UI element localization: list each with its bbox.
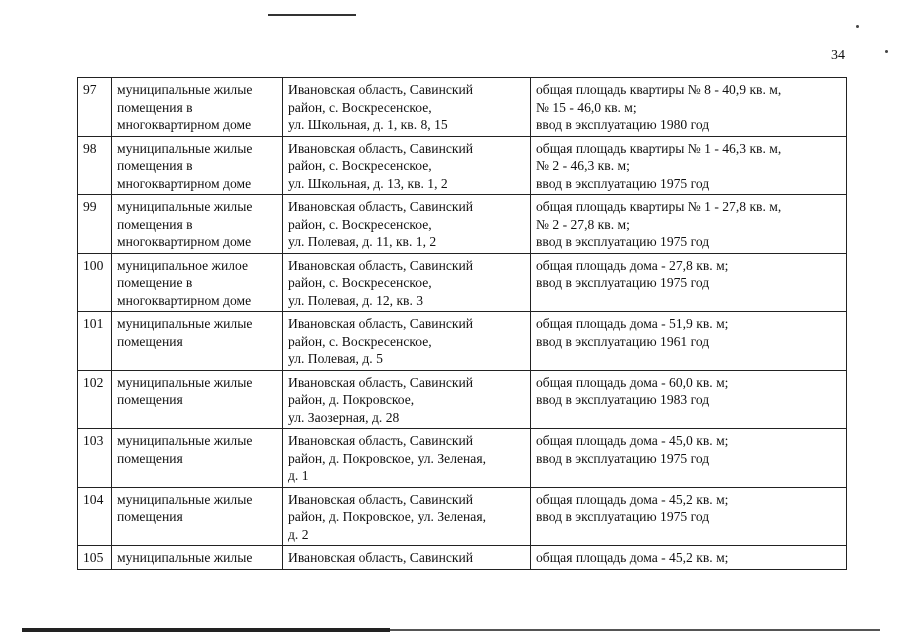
bottom-scan-edge	[390, 629, 880, 631]
cell-line: ввод в эксплуатацию 1980 год	[536, 117, 710, 132]
cell-line: ввод в эксплуатацию 1975 год	[536, 234, 710, 249]
address-cell	[283, 546, 531, 570]
cell-line: район, д. Покровское, ул. Зеленая,	[288, 509, 486, 524]
cell-line: ввод в эксплуатацию 1975 год	[536, 275, 710, 290]
cell-line: общая площадь квартиры № 8 - 40,9 кв. м,	[536, 82, 782, 97]
description-cell	[531, 370, 847, 429]
property-type-cell	[112, 312, 283, 371]
cell-line: № 2 - 27,8 кв. м;	[536, 216, 630, 232]
cell-line: помещения	[117, 392, 183, 407]
cell-line: Ивановская область, Савинский	[288, 316, 474, 331]
description-cell	[531, 546, 847, 570]
cell-line: ул. Полевая, д. 5	[288, 351, 383, 366]
page-number: 34	[831, 48, 845, 63]
cell-line: многоквартирном доме	[117, 234, 252, 249]
cell-line: Ивановская область, Савинский	[288, 257, 474, 273]
cell-line: помещения в	[117, 99, 193, 115]
description-cell	[531, 487, 847, 546]
cell-line: общая площадь дома - 60,0 кв. м;	[536, 374, 729, 390]
cell-line: ул. Полевая, д. 11, кв. 1, 2	[288, 234, 437, 249]
cell-line: Ивановская область, Савинский	[288, 550, 474, 565]
cell-line: ввод в эксплуатацию 1961 год	[536, 333, 710, 349]
cell-line: Ивановская область, Савинский	[288, 199, 474, 214]
property-type-cell	[112, 253, 283, 312]
cell-line: муниципальные жилые	[117, 140, 253, 156]
cell-line: д. 1	[288, 468, 309, 483]
cell-line: общая площадь квартиры № 1 - 46,3 кв. м,	[536, 140, 782, 156]
cell-line: ул. Школьная, д. 1, кв. 8, 15	[288, 117, 448, 132]
address-cell	[283, 78, 531, 137]
cell-line: Ивановская область, Савинский	[288, 374, 474, 390]
property-type-cell	[112, 136, 283, 195]
cell-line: район, с. Воскресенское,	[288, 99, 432, 115]
cell-line: общая площадь дома - 45,0 кв. м;	[536, 433, 729, 448]
cell-line: многоквартирном доме	[117, 292, 252, 308]
table-row	[78, 546, 847, 570]
cell-line: район, с. Воскресенское,	[288, 158, 432, 173]
cell-line: Ивановская область, Савинский	[288, 140, 474, 156]
cell-line: муниципальные жилые	[117, 82, 253, 97]
row-number: 98	[78, 136, 112, 195]
description-cell	[531, 136, 847, 195]
property-type-cell	[112, 546, 283, 570]
cell-line: район, д. Покровское,	[288, 392, 415, 407]
cell-line: район, с. Воскресенское,	[288, 216, 432, 232]
cell-line: № 15 - 46,0 кв. м;	[536, 99, 637, 115]
cell-line: общая площадь квартиры № 1 - 27,8 кв. м,	[536, 199, 782, 214]
table-row	[78, 429, 847, 488]
cell-line: ул. Полевая, д. 12, кв. 3	[288, 292, 424, 308]
row-number: 105	[78, 546, 112, 570]
address-cell	[283, 370, 531, 429]
cell-line: ввод в эксплуатацию 1983 год	[536, 392, 710, 407]
description-cell	[531, 253, 847, 312]
table-row	[78, 253, 847, 312]
cell-line: муниципальные жилые	[117, 316, 253, 331]
description-cell	[531, 429, 847, 488]
property-type-cell	[112, 370, 283, 429]
cell-line: помещения	[117, 509, 183, 524]
cell-line: помещения	[117, 333, 183, 349]
address-cell	[283, 136, 531, 195]
address-cell	[283, 487, 531, 546]
address-cell	[283, 312, 531, 371]
cell-line: муниципальные жилые	[117, 374, 253, 390]
cell-line: общая площадь дома - 45,2 кв. м;	[536, 550, 729, 565]
address-cell	[283, 253, 531, 312]
cell-line: общая площадь дома - 51,9 кв. м;	[536, 316, 729, 331]
address-cell	[283, 429, 531, 488]
description-cell	[531, 78, 847, 137]
cell-line: муниципальное жилое	[117, 257, 249, 273]
cell-line: многоквартирном доме	[117, 117, 252, 132]
cell-line: Ивановская область, Савинский	[288, 82, 474, 97]
table-row	[78, 195, 847, 254]
cell-line: ввод в эксплуатацию 1975 год	[536, 509, 710, 524]
table-row	[78, 136, 847, 195]
table-row	[78, 312, 847, 371]
cell-line: ввод в эксплуатацию 1975 год	[536, 450, 710, 466]
cell-line: муниципальные жилые	[117, 433, 253, 448]
cell-line: помещения в	[117, 158, 193, 173]
row-number: 103	[78, 429, 112, 488]
cell-line: помещение в	[117, 275, 193, 290]
table-row	[78, 487, 847, 546]
description-cell	[531, 195, 847, 254]
property-type-cell	[112, 487, 283, 546]
cell-line: муниципальные жилые	[117, 199, 253, 214]
row-number: 97	[78, 78, 112, 137]
cell-line: район, с. Воскресенское,	[288, 333, 432, 349]
cell-line: район, с. Воскресенское,	[288, 275, 432, 290]
table-row	[78, 370, 847, 429]
cell-line: муниципальные жилые	[117, 550, 253, 565]
cell-line: многоквартирном доме	[117, 175, 252, 191]
cell-line: общая площадь дома - 45,2 кв. м;	[536, 491, 729, 507]
cell-line: район, д. Покровское, ул. Зеленая,	[288, 450, 486, 466]
cell-line: помещения в	[117, 216, 193, 232]
property-type-cell	[112, 78, 283, 137]
row-number: 101	[78, 312, 112, 371]
cell-line: ввод в эксплуатацию 1975 год	[536, 175, 710, 191]
row-number: 102	[78, 370, 112, 429]
property-registry-table	[77, 77, 847, 570]
cell-line: ул. Школьная, д. 13, кв. 1, 2	[288, 175, 448, 191]
row-number: 100	[78, 253, 112, 312]
cell-line: Ивановская область, Савинский	[288, 491, 474, 507]
cell-line: муниципальные жилые	[117, 491, 253, 507]
cell-line: общая площадь дома - 27,8 кв. м;	[536, 257, 729, 273]
top-rule	[268, 14, 356, 16]
property-type-cell	[112, 429, 283, 488]
scan-speck	[856, 25, 859, 28]
cell-line: Ивановская область, Савинский	[288, 433, 474, 448]
row-number: 104	[78, 487, 112, 546]
description-cell	[531, 312, 847, 371]
cell-line: № 2 - 46,3 кв. м;	[536, 158, 630, 173]
address-cell	[283, 195, 531, 254]
row-number: 99	[78, 195, 112, 254]
scan-speck	[885, 50, 888, 53]
cell-line: помещения	[117, 450, 183, 466]
property-type-cell	[112, 195, 283, 254]
table-row	[78, 78, 847, 137]
bottom-scan-edge	[22, 628, 390, 632]
cell-line: ул. Заозерная, д. 28	[288, 409, 400, 425]
cell-line: д. 2	[288, 526, 309, 542]
